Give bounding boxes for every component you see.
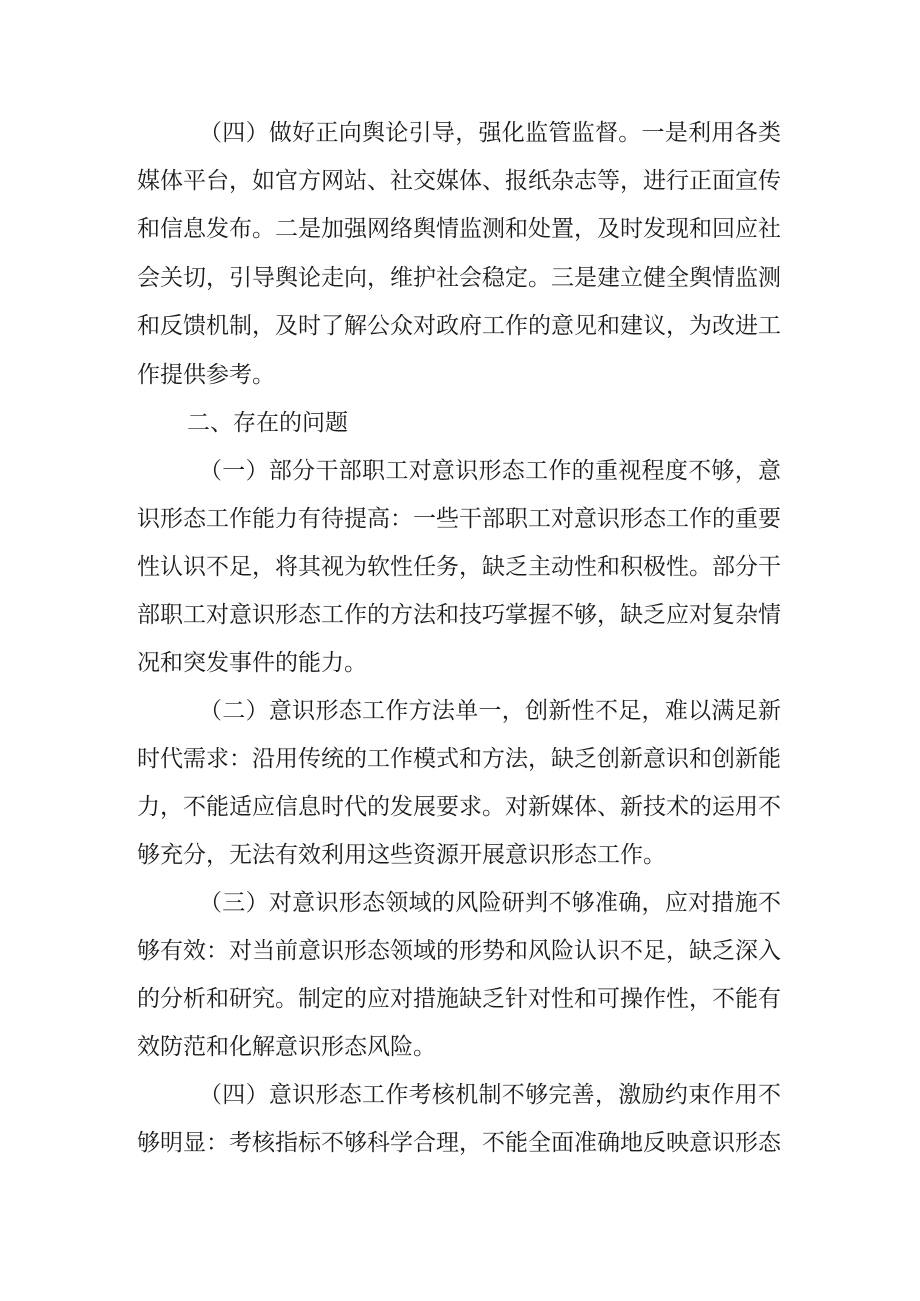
problem-1-line-4: 部职工对意识形态工作的方法和技巧掌握不够，缺乏应对复杂情 bbox=[137, 602, 781, 628]
problem-2-line-4: 够充分，无法有效利用这些资源开展意识形态工作。 bbox=[137, 842, 666, 868]
paragraph-4-line-3: 和信息发布。二是加强网络舆情监测和处置，及时发现和回应社 bbox=[137, 216, 781, 242]
paragraph-4-line-6: 作提供参考。 bbox=[137, 362, 275, 388]
problem-4-line-1: （四）意识形态工作考核机制不够完善，激励约束作用不 bbox=[199, 1082, 781, 1108]
paragraph-4-line-4: 会关切，引导舆论走向，维护社会稳定。三是建立健全舆情监测 bbox=[137, 265, 781, 291]
section-heading: 二、存在的问题 bbox=[187, 410, 348, 436]
problem-1-line-1: （一）部分干部职工对意识形态工作的重视程度不够，意 bbox=[199, 458, 781, 484]
problem-3-line-4: 效防范和化解意识形态风险。 bbox=[137, 1034, 436, 1060]
paragraph-4-line-2: 媒体平台，如官方网站、社交媒体、报纸杂志等，进行正面宣传 bbox=[137, 168, 781, 194]
problem-4-line-2: 够明显：考核指标不够科学合理，不能全面准确地反映意识形态 bbox=[137, 1130, 781, 1156]
paragraph-4-line-5: 和反馈机制，及时了解公众对政府工作的意见和建议，为改进工 bbox=[137, 313, 781, 339]
paragraph-4-line-1: （四）做好正向舆论引导，强化监管监督。一是利用各类 bbox=[199, 120, 781, 146]
problem-2-line-3: 力，不能适应信息时代的发展要求。对新媒体、新技术的运用不 bbox=[137, 794, 781, 820]
problem-1-line-2: 识形态工作能力有待提高：一些干部职工对意识形态工作的重要 bbox=[137, 506, 781, 532]
problem-3-line-2: 够有效：对当前意识形态领域的形势和风险认识不足，缺乏深入 bbox=[137, 938, 781, 964]
problem-3-line-3: 的分析和研究。制定的应对措施缺乏针对性和可操作性，不能有 bbox=[137, 986, 781, 1012]
problem-3-line-1: （三）对意识形态领域的风险研判不够准确，应对措施不 bbox=[199, 890, 781, 916]
problem-2-line-1: （二）意识形态工作方法单一，创新性不足，难以满足新 bbox=[199, 698, 781, 724]
problem-1-line-5: 况和突发事件的能力。 bbox=[137, 650, 367, 676]
problem-1-line-3: 性认识不足，将其视为软性任务，缺乏主动性和积极性。部分干 bbox=[137, 554, 781, 580]
problem-2-line-2: 时代需求：沿用传统的工作模式和方法，缺乏创新意识和创新能 bbox=[137, 746, 781, 772]
